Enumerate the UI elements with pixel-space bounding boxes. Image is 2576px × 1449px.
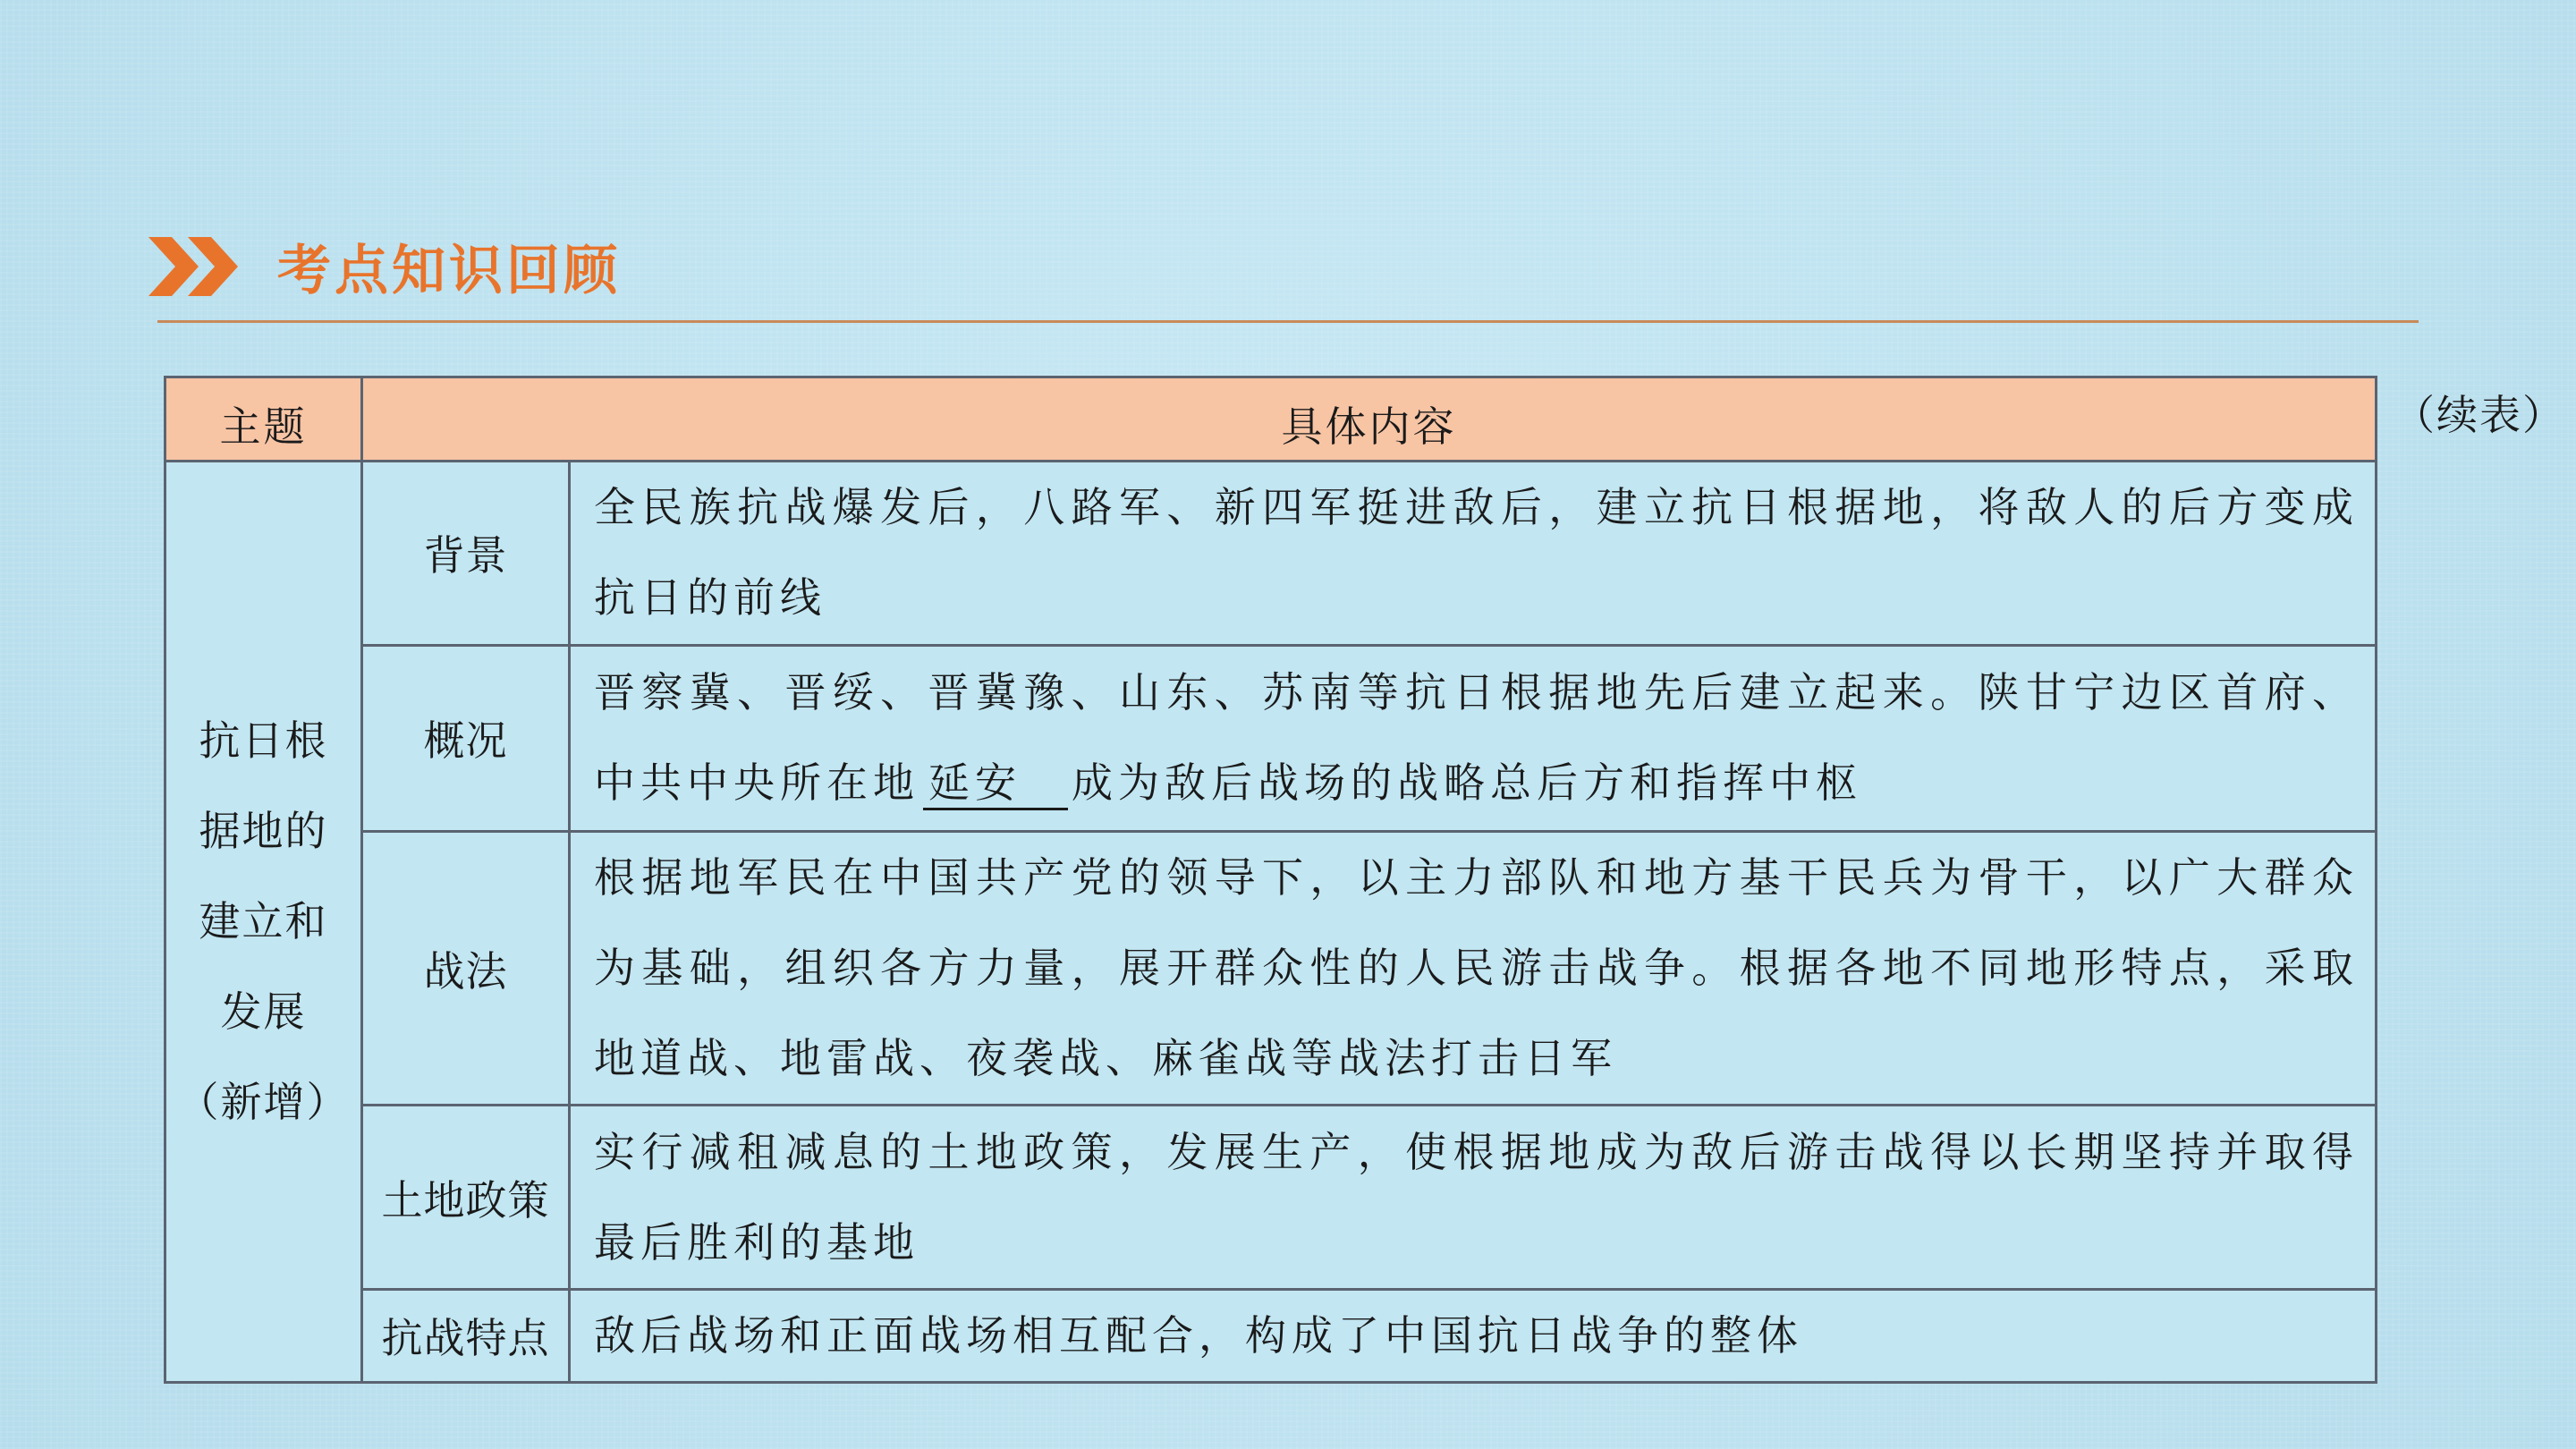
row-content-war-feature: 敌后战场和正面战场相互配合，构成了中国抗日战争的整体 [570,1289,2377,1382]
topic-line: 发展 [220,987,307,1037]
header-content: 具体内容 [362,377,2377,462]
row-label-background: 背景 [362,462,570,645]
overview-text-after: 成为敌后战场的战略总后方和指挥中枢 [1072,758,1862,808]
overview-text-before: 晋察冀、晋绥、晋冀豫、山东、苏南等抗日根据地先后建立起来。陕甘宁边区首府、中共中央所在地 [594,668,2359,808]
table-header-row [165,377,2377,462]
topic-cell [165,462,362,1383]
table-row [165,831,2377,1106]
section-title: 考点知识回顾 [277,240,621,302]
table-row [165,1106,2377,1289]
row-content-tactics: 根据地军民在中国共产党的领导下，以主力部队和地方基干民兵为骨干，以广大群众为基础，组织各方力量，展开群众性的人民游击战争。根据各地不同地形特点，采取地道战、地雷战、夜袭战、麻雀战等战法打击日军 [570,831,2377,1106]
section-header [148,222,621,311]
topic-line: 建立和 [199,897,328,946]
header-divider [157,320,2419,323]
double-chevron-icon [148,237,247,296]
continued-table-note: （续表） [2394,391,2565,439]
table-row [165,645,2377,831]
row-label-war-feature: 抗战特点 [362,1289,570,1382]
row-label-tactics: 战法 [362,831,570,1106]
topic-line: 抗日根 [199,716,328,766]
row-label-land-policy: 土地政策 [362,1106,570,1289]
knowledge-table-container [164,376,2377,1384]
row-label-overview: 概况 [362,645,570,831]
topic-line: （新增） [177,1078,350,1127]
topic-line: 据地的 [199,807,328,856]
knowledge-table [164,376,2377,1384]
row-content-overview [570,645,2377,831]
table-row [165,1289,2377,1382]
row-content-background: 全民族抗战爆发后，八路军、新四军挺进敌后，建立抗日根据地，将敌人的后方变成抗日的前线 [570,462,2377,645]
header-topic: 主题 [165,377,362,462]
row-content-land-policy: 实行减租减息的土地政策，发展生产，使根据地成为敌后游击战得以长期坚持并取得最后胜利的基地 [570,1106,2377,1289]
table-row [165,462,2377,645]
fill-blank-answer: 延安 [923,758,1068,810]
